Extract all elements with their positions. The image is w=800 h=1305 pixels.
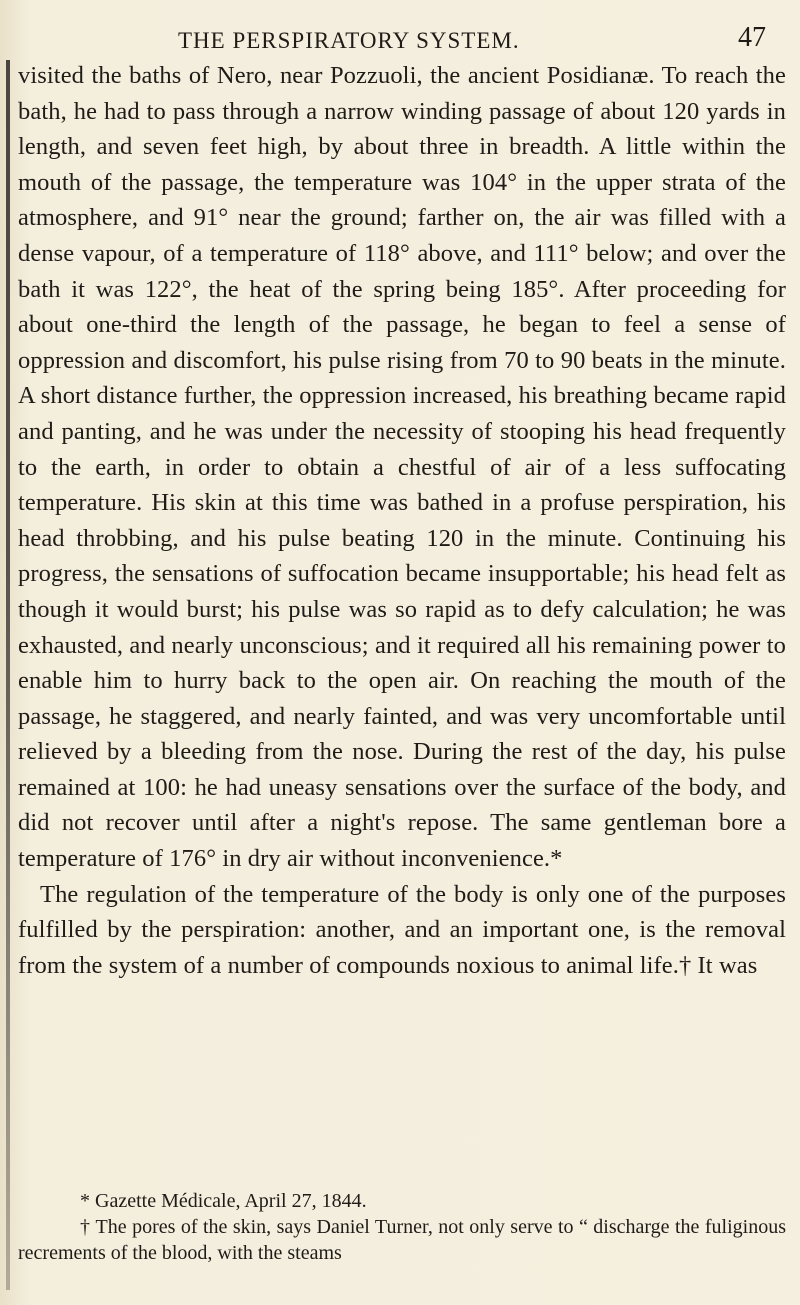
body-text [18, 58, 786, 983]
paragraph-2: The regulation of the temperature of the body is only one of the purposes fulfilled by the perspiration: another, and an important one, is the removal from the system of a number of compounds noxious to animal life.† It was [18, 880, 786, 979]
running-title: THE PERSPIRATORY SYSTEM. [178, 28, 520, 53]
footnote-1: * Gazette Médicale, April 27, 1844. [80, 1190, 367, 1212]
paragraph-1: visited the baths of Nero, near Pozzuoli, the ancient Posidianæ. To reach the bath, he had to pass through a narrow winding passage of about 120 yards in length, and seven feet high, by about three in breadth. A little within the mouth of the passage, the temperature was 104° in the upper strata of the atmosphere, and 91° near the ground; farther on, the air was filled with a dense vapour, of a temperature of 118° above, and 111° below; and over the bath it was 122°, the heat of the spring being 185°. After proceeding for about one-third the length of the passage, he began to feel a sense of oppression and discomfort, his pulse rising from 70 to 90 beats in the minute. A short distance further, the oppression increased, his breathing became rapid and panting, and he was under the necessity of stooping his head frequently to the earth, in order to obtain a chestful of air of a less suffocating temperature. His skin at this time was bathed in a profuse perspiration, his head throbbing, and his pulse beating 120 in the minute. Continuing his progress, the sensations of suffocation became insupportable; his head felt as though it would burst; his pulse was so rapid as to defy calculation; he was exhausted, and nearly unconscious; and it required all his remaining power to enable him to hurry back to the open air. On reaching the mouth of the passage, he staggered, and nearly fainted, and was very uncomfortable until relieved by a bleeding from the nose. During the rest of the day, his pulse remained at 100: he had uneasy sensations over the surface of the body, and did not recover until after a night's repose. The same gentleman bore a temperature of 176° in dry air without inconvenience.* [18, 62, 786, 873]
page-header [18, 18, 786, 58]
footnote-2: † The pores of the skin, says Daniel Turner, not only serve to “ discharge the fuliginous recrements of the blood, with the steams [18, 1216, 786, 1264]
footnotes [18, 1188, 786, 1266]
page-number: 47 [738, 22, 766, 53]
binding-gutter [6, 60, 10, 1290]
